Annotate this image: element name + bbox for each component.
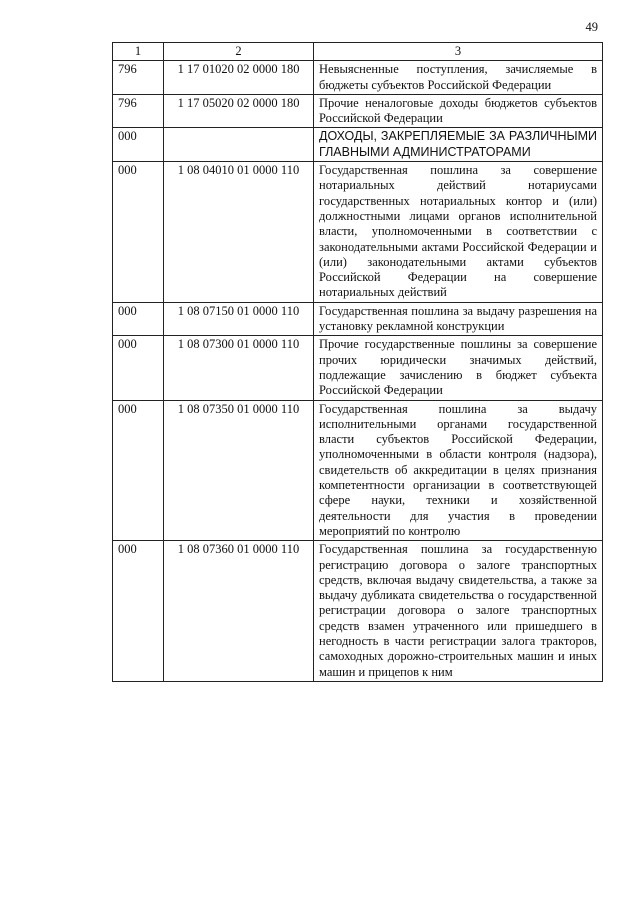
budget-classification-code-cell: 1 08 07350 01 0000 110 — [164, 400, 314, 541]
admin-code-cell: 796 — [113, 94, 164, 128]
table-row — [113, 61, 603, 95]
column-header-2: 2 — [164, 43, 314, 61]
revenue-name-cell: Прочие неналоговые доходы бюджетов субъектов Российской Федерации — [314, 94, 603, 128]
admin-code-cell: 000 — [113, 336, 164, 400]
column-header-1: 1 — [113, 43, 164, 61]
table-row — [113, 302, 603, 336]
budget-classification-code-cell: 1 08 07360 01 0000 110 — [164, 541, 314, 682]
table-row — [113, 541, 603, 682]
table-row — [113, 128, 603, 162]
revenue-name-cell: Прочие государственные пошлины за совершение прочих юридически значимых действий, подлежащие зачислению в бюджет субъекта Российской Федерации — [314, 336, 603, 400]
revenue-codes-table — [112, 42, 603, 682]
table-row — [113, 400, 603, 541]
revenue-name-cell: Невыясненные поступления, зачисляемые в бюджеты субъектов Российской Федерации — [314, 61, 603, 95]
table-header-row — [113, 43, 603, 61]
revenue-name-cell: Государственная пошлина за выдачу исполнительными органами государственной власти субъектов Российской Федерации, уполномоченными в области контроля (надзора), свидетельств об аккредитации в целях признания компетентности организации в соответствующей сфере науки, техники и хозяйственной деятельности для участия в проведении мероприятий по контролю — [314, 400, 603, 541]
column-header-3: 3 — [314, 43, 603, 61]
budget-classification-code-cell: 1 17 05020 02 0000 180 — [164, 94, 314, 128]
revenue-name-cell: Государственная пошлина за государственную регистрацию договора о залоге транспортных средств, включая выдачу свидетельства, а также за выдачу дубликата свидетельства о государственной регистрации договора о залоге транспортных средств взамен утраченного или пришедшего в негодность в части регистрации залога тракторов, самоходных дорожно-строительных машин и иных машин и прицепов к ним — [314, 541, 603, 682]
revenue-name-cell: Государственная пошлина за совершение нотариальных действий нотариусами государственных нотариальных контор и (или) должностными лицами органов исполнительной власти, уполномоченными в соответствии с законодательными актами Российской Федерации и (или) законодательными актами субъектов Российской Федерации на совершение нотариальных действий — [314, 162, 603, 303]
revenue-name-cell: ДОХОДЫ, ЗАКРЕПЛЯЕМЫЕ ЗА РАЗЛИЧНЫМИ ГЛАВНЫМИ АДМИНИСТРАТОРАМИ — [314, 128, 603, 162]
budget-classification-code-cell: 1 08 04010 01 0000 110 — [164, 162, 314, 303]
budget-classification-code-cell — [164, 128, 314, 162]
admin-code-cell: 000 — [113, 400, 164, 541]
budget-classification-code-cell: 1 17 01020 02 0000 180 — [164, 61, 314, 95]
revenue-name-cell: Государственная пошлина за выдачу разрешения на установку рекламной конструкции — [314, 302, 603, 336]
admin-code-cell: 000 — [113, 302, 164, 336]
table-body — [113, 61, 603, 682]
budget-classification-code-cell: 1 08 07300 01 0000 110 — [164, 336, 314, 400]
budget-classification-code-cell: 1 08 07150 01 0000 110 — [164, 302, 314, 336]
table-row — [113, 94, 603, 128]
admin-code-cell: 796 — [113, 61, 164, 95]
admin-code-cell: 000 — [113, 128, 164, 162]
admin-code-cell: 000 — [113, 541, 164, 682]
table-row — [113, 162, 603, 303]
page-number: 49 — [585, 20, 598, 34]
table-row — [113, 336, 603, 400]
admin-code-cell: 000 — [113, 162, 164, 303]
